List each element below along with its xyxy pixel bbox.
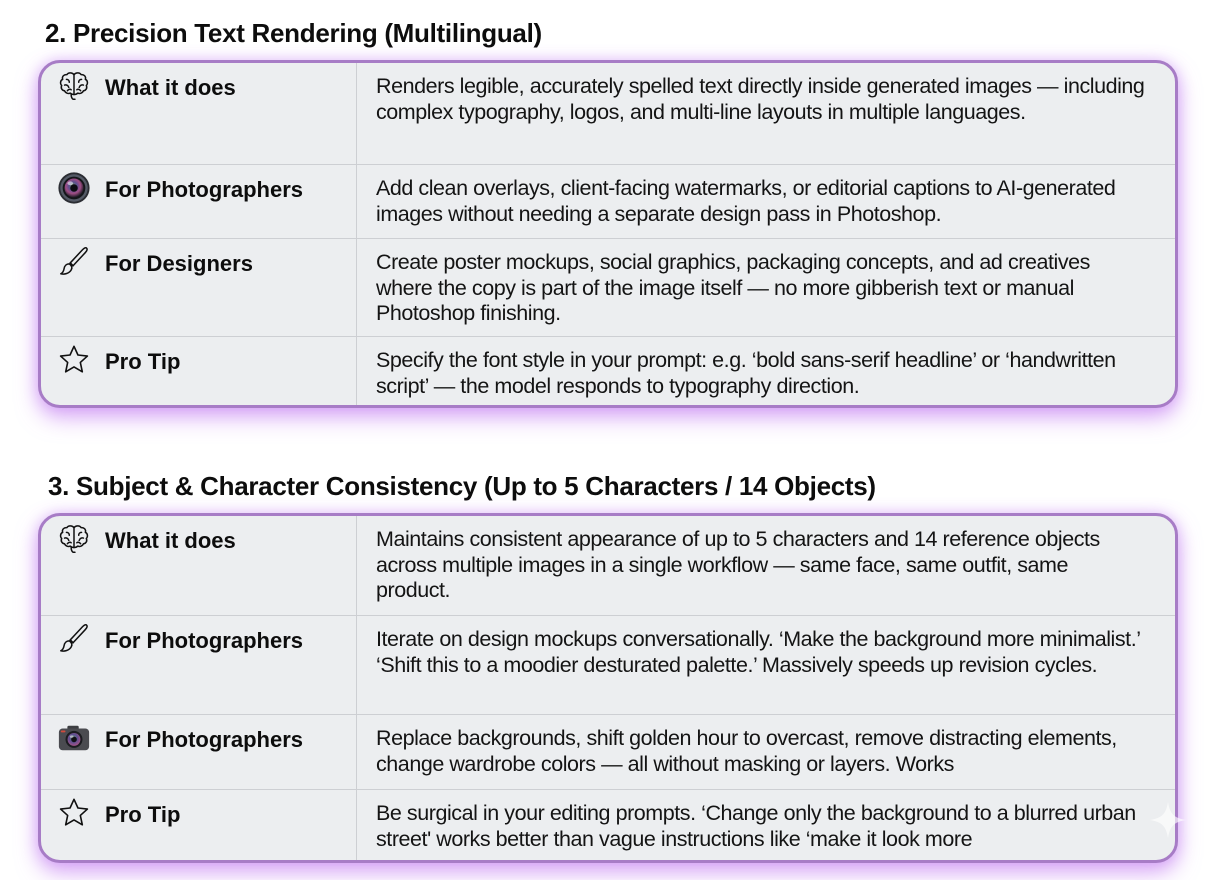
- row-description: Be surgical in your editing prompts. ‘Change only the background to a blurred urban street' works better than vague instructions like ‘make it look more: [376, 801, 1136, 851]
- row-description: Add clean overlays, client-facing watermarks, or editorial captions to AI-generated images without needing a separate design pass in Photoshop.: [376, 176, 1116, 226]
- table-row: [41, 336, 1175, 408]
- row-description: Create poster mockups, social graphics, packaging concepts, and ad creatives where the copy is part of the image itself — no more gibberish text or manual Photoshop finishing.: [376, 250, 1090, 325]
- row-label-cell: [41, 63, 357, 164]
- row-label: What it does: [105, 528, 236, 553]
- row-label-cell: [41, 715, 357, 789]
- table-row: [41, 615, 1175, 714]
- section-title-text-rendering: 2. Precision Text Rendering (Multilingual): [45, 18, 542, 48]
- table-row: [41, 516, 1175, 615]
- row-label: What it does: [105, 75, 236, 100]
- row-label: For Photographers: [105, 177, 304, 202]
- row-label-cell: [41, 239, 357, 336]
- row-label-cell: [41, 337, 357, 408]
- camera-lens-icon: [57, 171, 91, 205]
- row-description: Iterate on design mockups conversationally. ‘Make the background more minimalist.’ ‘Shift this to a moodier desturated palette.’ Massively speeds up revision cycles.: [376, 627, 1140, 677]
- table-row: [41, 164, 1175, 238]
- table-row: [41, 789, 1175, 863]
- row-description: Specify the font style in your prompt: e.g. ‘bold sans-serif headline’ or ‘handwritten script’ — the model responds to typography direction.: [376, 348, 1116, 398]
- camera-icon: [57, 721, 91, 755]
- paintbrush-icon: [57, 245, 91, 279]
- row-description: Maintains consistent appearance of up to 5 characters and 14 reference objects across multiple images in a single workflow — same face, same outfit, same product.: [376, 527, 1100, 602]
- star-icon: [57, 796, 91, 830]
- feature-card-text-rendering: [38, 60, 1178, 408]
- row-label-cell: [41, 165, 357, 238]
- row-label-cell: [41, 516, 357, 615]
- paintbrush-icon: [57, 622, 91, 656]
- row-label-cell: [41, 790, 357, 863]
- table-row: [41, 238, 1175, 336]
- section-title-character-consistency: 3. Subject & Character Consistency (Up to 5 Characters / 14 Objects): [48, 471, 876, 501]
- row-label: For Designers: [105, 251, 253, 276]
- feature-card-character-consistency: [38, 513, 1178, 863]
- row-label: Pro Tip: [105, 349, 181, 374]
- row-label-cell: [41, 616, 357, 714]
- row-description: Replace backgrounds, shift golden hour to overcast, remove distracting elements, change wardrobe colors — all without masking or layers. Works: [376, 726, 1117, 776]
- row-label: Pro Tip: [105, 802, 181, 827]
- table-row: [41, 63, 1175, 164]
- brain-icon: [57, 69, 91, 103]
- brain-icon: [57, 522, 91, 556]
- row-label: For Photographers: [105, 628, 304, 653]
- row-label: For Photographers: [105, 727, 304, 752]
- sparkle-watermark-icon: [1148, 800, 1188, 840]
- row-description: Renders legible, accurately spelled text directly inside generated images — including complex typography, logos, and multi-line layouts in multiple languages.: [376, 74, 1145, 124]
- table-row: [41, 714, 1175, 789]
- star-icon: [57, 343, 91, 377]
